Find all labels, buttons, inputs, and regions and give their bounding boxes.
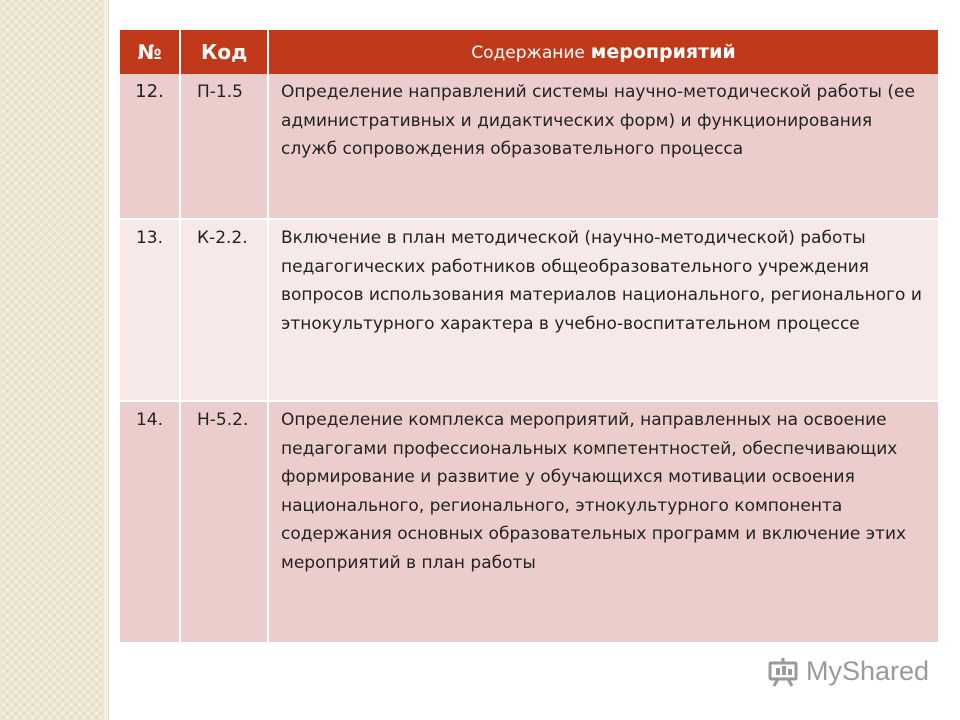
decorative-side-line — [104, 0, 109, 720]
header-content-prefix: Содержание — [471, 43, 585, 63]
row-number: 14. — [120, 401, 180, 643]
myshared-logo-icon — [768, 657, 800, 687]
row-content: Определение комплекса мероприятий, направленных на освоение педагогами профессиональных компетентностей, обеспечивающих формирование и развитие у обучающихся мотивации освоения национального, регионального, этнокультурного компонента содержания основных образовательных программ и включение этих мероприятий в план работы — [268, 401, 938, 643]
row-content: Включение в план методической (научно-методической) работы педагогических работников общеобразовательного учреждения вопросов использования материалов национального, регионального и этнокультурного характера в учебно-воспитательном процессе — [268, 219, 938, 401]
header-content-main: мероприятий — [590, 41, 736, 63]
header-number: № — [120, 30, 180, 74]
header-content — [268, 30, 938, 74]
table-row — [120, 219, 938, 401]
row-content: Определение направлений системы научно-методической работы (ее административных и дидактических форм) и функционирования служб сопровождения образовательного процесса — [268, 74, 938, 219]
table-header-row — [120, 30, 938, 74]
row-number: 12. — [120, 74, 180, 219]
row-code: П-1.5 — [180, 74, 268, 219]
activities-table — [120, 30, 938, 644]
myshared-text: MyShared — [806, 656, 930, 686]
table-row — [120, 74, 938, 219]
decorative-side-strip — [0, 0, 104, 720]
row-code: Н-5.2. — [180, 401, 268, 643]
table-row — [120, 401, 938, 643]
row-code: К-2.2. — [180, 219, 268, 401]
myshared-watermark[interactable] — [768, 656, 929, 687]
header-code: Код — [180, 30, 268, 74]
row-number: 13. — [120, 219, 180, 401]
